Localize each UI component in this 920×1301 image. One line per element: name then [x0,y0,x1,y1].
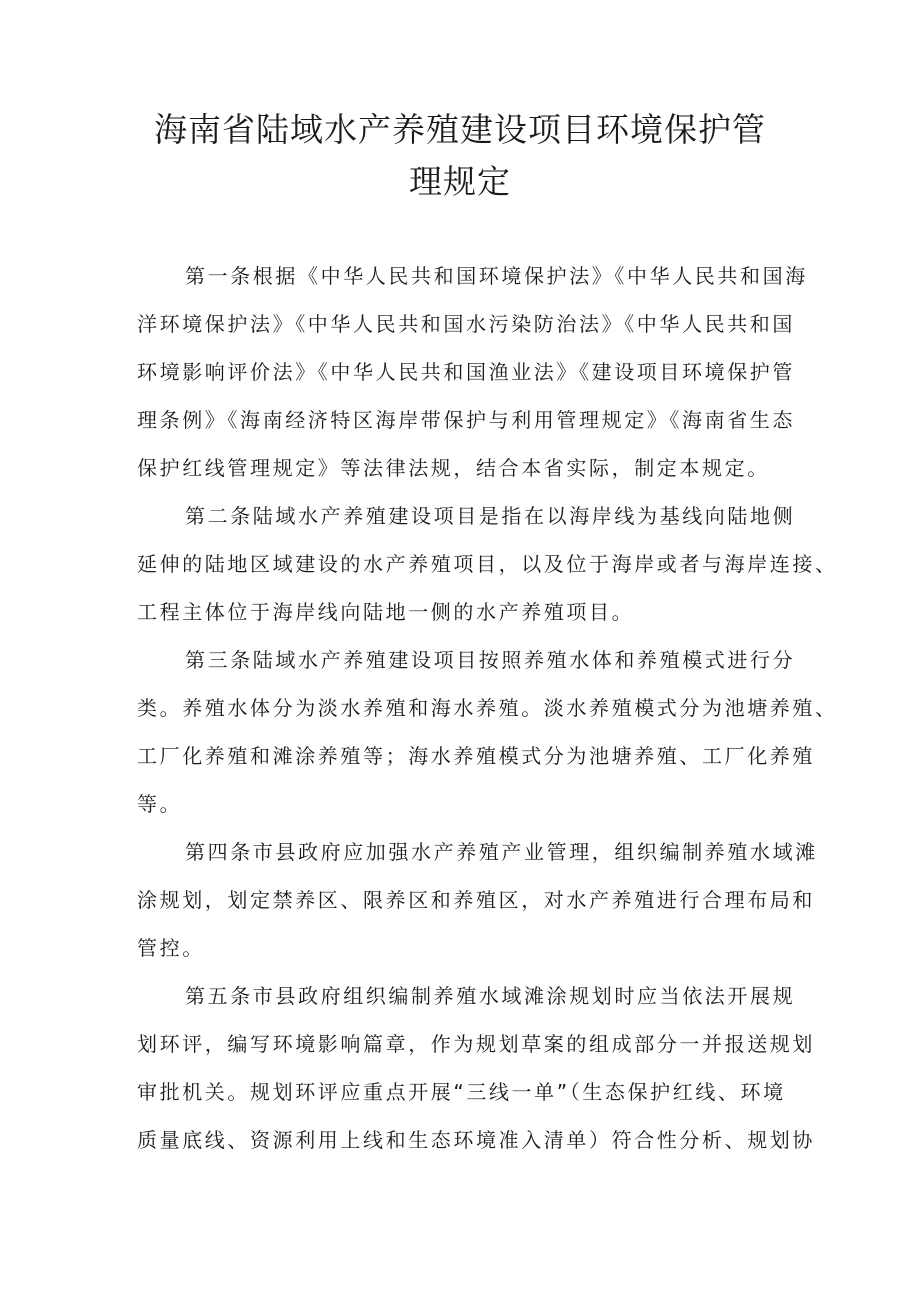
article-1-paragraph [137,252,808,492]
text-line: 延伸的陆地区域建设的水产养殖项目，以及位于海岸或者与海岸连接、 [137,552,838,576]
article-5-paragraph [137,972,815,1164]
text-line: 划环评，编写环境影响篇章，作为规划草案的组成部分一并报送规划 [137,1032,815,1056]
text-line: 第四条市县政府应加强水产养殖产业管理，组织编制养殖水域滩 [185,840,818,864]
text-line: 第三条陆域水产养殖建设项目按照养殖水体和养殖模式进行分 [185,648,796,672]
text-line: 工厂化养殖和滩涂养殖等；海水养殖模式分为池塘养殖、工厂化养殖 [137,744,815,768]
text-line: 类。养殖水体分为淡水养殖和海水养殖。淡水养殖模式分为池塘养殖、 [137,696,838,720]
text-line: 环境影响评价法》《中华人民共和国渔业法》《建设项目环境保护管 [137,360,795,384]
text-line: 保护红线管理规定》等法律法规，结合本省实际，制定本规定。 [137,456,770,480]
text-line: 第一条根据《中华人民共和国环境保护法》《中华人民共和国海 [185,264,808,288]
document-title-line-2: 理规定 [409,162,511,201]
text-line: 理条例》《海南经济特区海岸带保护与利用管理规定》《海南省生态 [137,408,795,432]
text-line: 工程主体位于海岸线向陆地一侧的水产养殖项目。 [137,600,635,624]
text-line: 质量底线、资源利用上线和生态环境准入清单）符合性分析、规划协 [137,1128,815,1152]
text-line: 等。 [137,792,183,816]
document-body [137,252,838,1164]
article-2-paragraph [137,492,838,636]
article-4-paragraph [137,828,818,972]
article-3-paragraph [137,636,838,828]
text-line: 涂规划，划定禁养区、限养区和养殖区，对水产养殖进行合理布局和 [137,888,815,912]
document-title-line-1: 海南省陆域水产养殖建设项目环境保护管 [154,110,766,149]
text-line: 第二条陆域水产养殖建设项目是指在以海岸线为基线向陆地侧 [185,504,796,528]
text-line: 洋环境保护法》《中华人民共和国水污染防治法》《中华人民共和国 [137,312,795,336]
text-line: 管控。 [137,936,205,960]
text-line: 第五条市县政府组织编制养殖水域滩涂规划时应当依法开展规 [185,984,796,1008]
text-line: 审批机关。规划环评应重点开展“三线一单”（生态保护红线、环境 [137,1080,786,1104]
